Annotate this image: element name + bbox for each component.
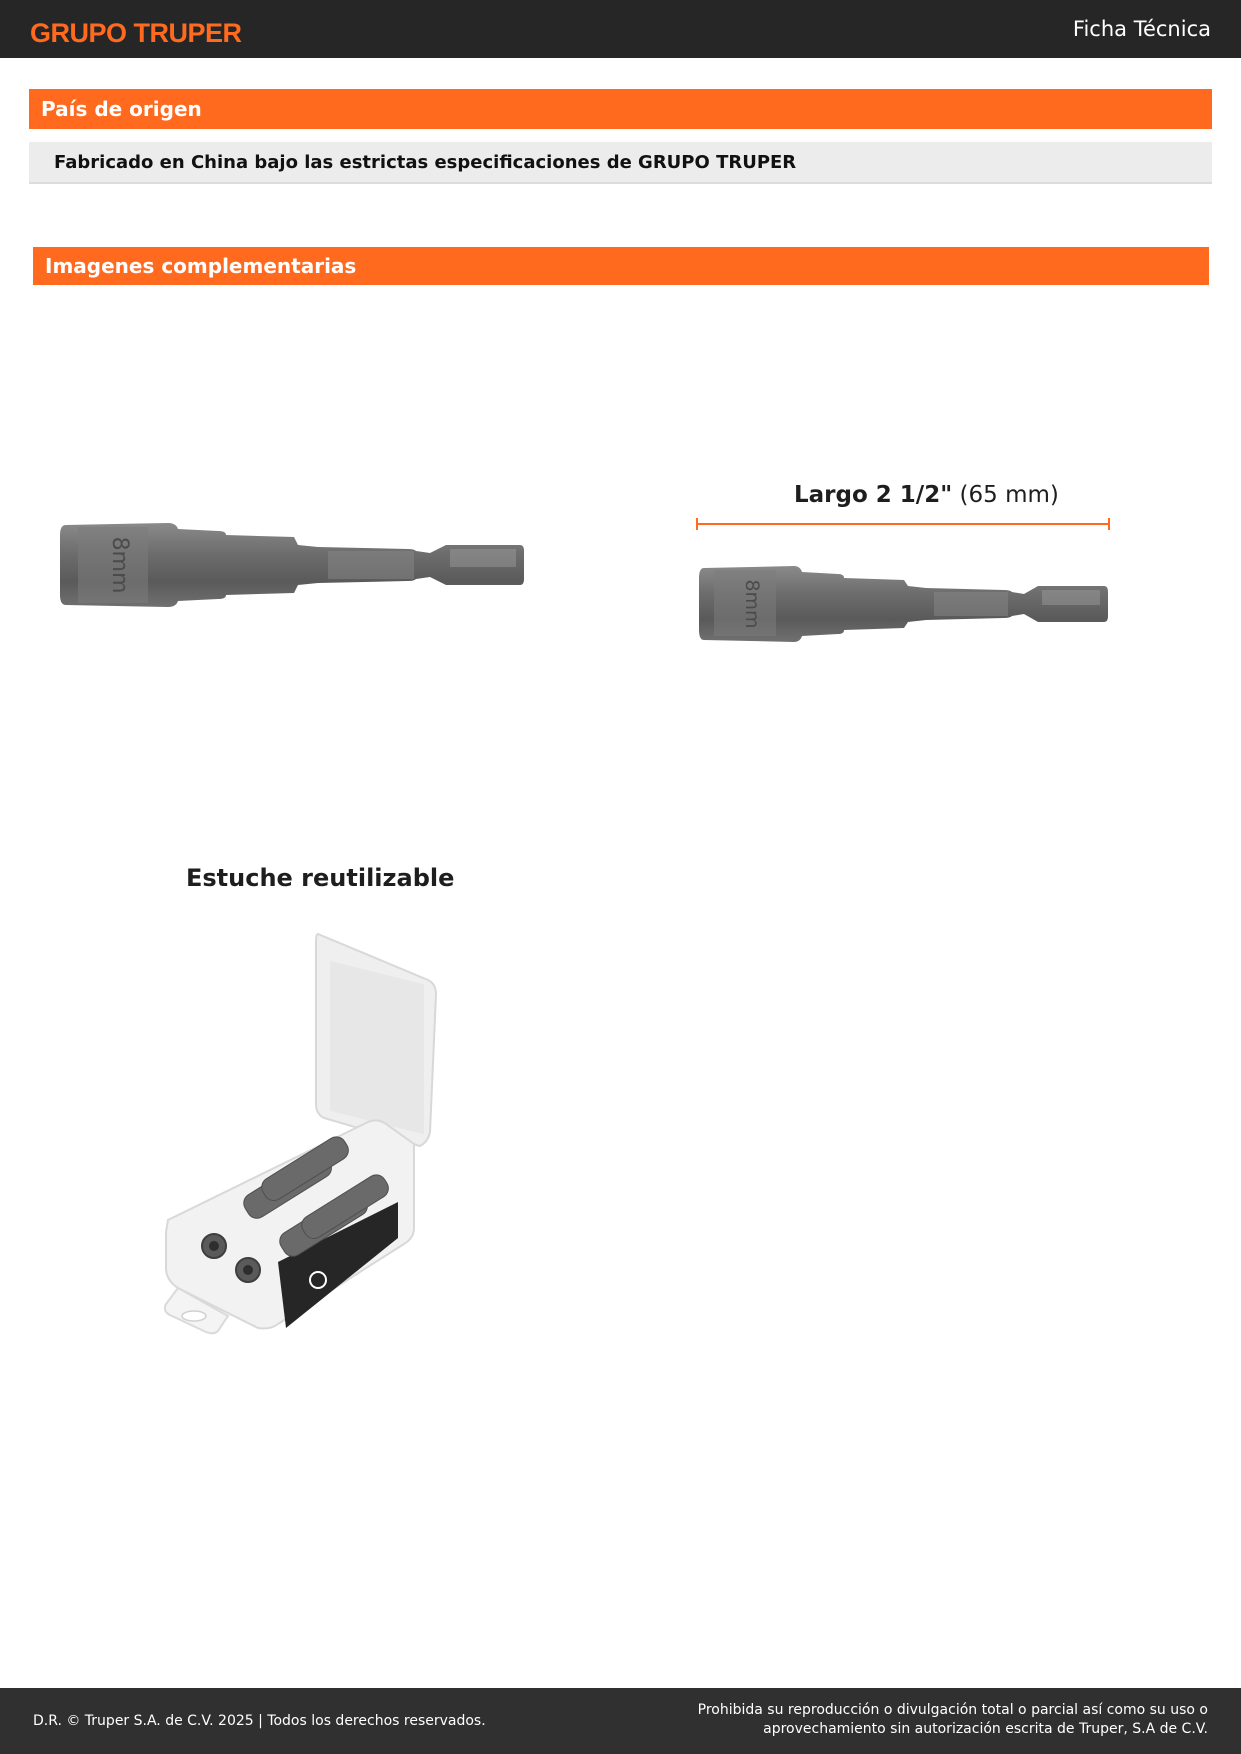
origin-text: Fabricado en China bajo las estrictas especificaciones de GRUPO TRUPER [54, 151, 797, 173]
product-image-case [158, 932, 448, 1344]
images-section-title: Imagenes complementarias [45, 254, 357, 278]
reproduction-notice-line-1: Prohibida su reproducción o divulgación total o parcial así como su uso o [697, 1702, 1208, 1718]
length-label [794, 482, 1059, 508]
product-image-nut-setter [58, 515, 528, 619]
case-label: Estuche reutilizable [186, 864, 455, 892]
socket-size-marking-2: 8mm [741, 579, 763, 629]
copyright-text: D.R. © Truper S.A. de C.V. 2025 | Todos los derechos reservados. [33, 1713, 486, 1729]
length-label-main: Largo 2 1/2" [794, 482, 953, 508]
product-image-nut-setter-dimension [698, 560, 1110, 650]
reproduction-notice [648, 1701, 1208, 1739]
reproduction-notice-line-2: aprovechamiento sin autorización escrita de Truper, S.A de C.V. [763, 1721, 1208, 1737]
socket-size-marking: 8mm [107, 536, 132, 594]
origin-section-title: País de origen [41, 97, 202, 121]
images-section-header [33, 247, 1209, 285]
length-label-metric: (65 mm) [952, 482, 1059, 508]
origin-text-band [29, 142, 1212, 184]
page-footer [0, 1688, 1241, 1754]
origin-section-header [29, 89, 1212, 129]
brand-logo: GRUPO TRUPER [30, 18, 242, 48]
page-header [0, 0, 1241, 58]
length-dimension-line [696, 516, 1110, 536]
document-title: Ficha Técnica [1072, 17, 1211, 41]
